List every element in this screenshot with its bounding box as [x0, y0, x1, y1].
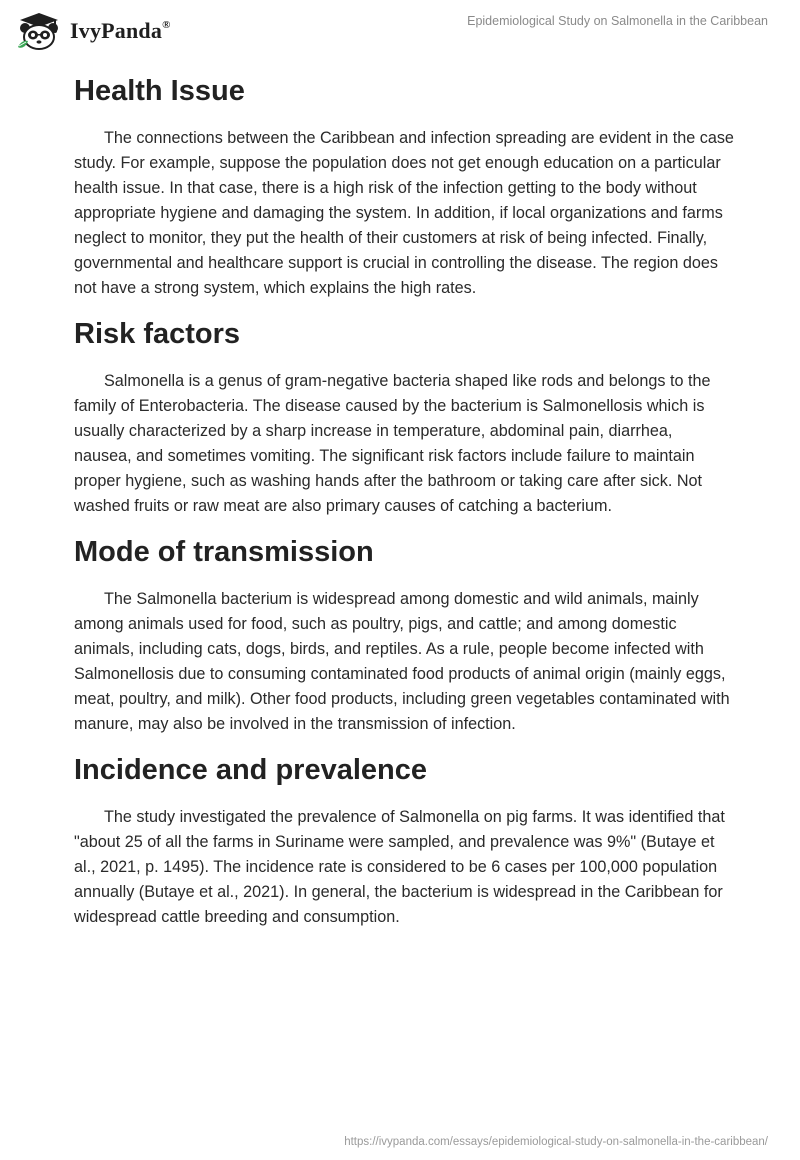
- section-paragraph: The study investigated the prevalence of Salmonella on pig farms. It was identified that "about 25 of all the farms in Suriname were sampled, and prevalence was 9%" (Butaye et al., 2021, p. 1495). The incidence rate is considered to be 6 cases per 100,000 population annually (Butaye et al., 2021). In general, the bacterium is widespread in the Caribbean for widespread cattle breeding and consumption.: [74, 808, 725, 926]
- section-paragraph: Salmonella is a genus of gram-negative bacteria shaped like rods and belongs to the family of Enterobacteria. The disease caused by the bacterium is Salmonellosis which is usually characterized by a sharp increase in temperature, abdominal pain, diarrhea, nausea, and sometimes vomiting. The significant risk factors include failure to maintain proper hygiene, such as washing hands after the bathroom or taking care after sick. Not washed fruits or raw meat are also primary causes of catching a bacterium.: [74, 372, 711, 515]
- section-paragraph: The connections between the Caribbean and infection spreading are evident in the case study. For example, suppose the population does not get enough education on a particular health issue. In that case, there is a high risk of the infection getting to the body without appropriate hygiene and damaging the system. In addition, if local organizations and farms neglect to monitor, they put the health of their customers at risk of being infected. Finally, governmental and healthcare support is crucial in controlling the disease. The region does not have a strong system, which explains the high rates.: [74, 129, 734, 297]
- section-heading: Health Issue: [74, 75, 245, 107]
- site-logo[interactable]: [14, 10, 171, 52]
- section-heading: Mode of transmission: [74, 536, 374, 568]
- registered-mark: ®: [162, 18, 171, 31]
- section-paragraph: The Salmonella bacterium is widespread among domestic and wild animals, mainly among animals used for food, such as poultry, pigs, and cattle; and among domestic animals, including cats, dogs, birds, and reptiles. As a rule, people become infected with Salmonellosis due to consuming contaminated food products of animal origin (mainly eggs, meat, poultry, and milk). Other food products, including green vegetables contaminated with manure, may also be involved in the transmission of infection.: [74, 590, 730, 733]
- section-heading: Risk factors: [74, 318, 241, 350]
- section-incidence-prevalence: [74, 749, 734, 930]
- section-mode-of-transmission: [74, 531, 734, 737]
- source-url-link[interactable]: https://ivypanda.com/essays/epidemiological-study-on-salmonella-in-the-caribbean/: [344, 1136, 768, 1148]
- logo-name: IvyPanda: [70, 18, 163, 43]
- panda-logo-icon: [14, 11, 64, 51]
- section-heading: Incidence and prevalence: [74, 754, 427, 786]
- section-risk-factors: [74, 313, 734, 519]
- section-health-issue: [74, 70, 734, 301]
- logo-wordmark: [70, 18, 171, 44]
- document-title: Epidemiological Study on Salmonella in the Caribbean: [467, 14, 768, 28]
- essay-content: [74, 70, 734, 942]
